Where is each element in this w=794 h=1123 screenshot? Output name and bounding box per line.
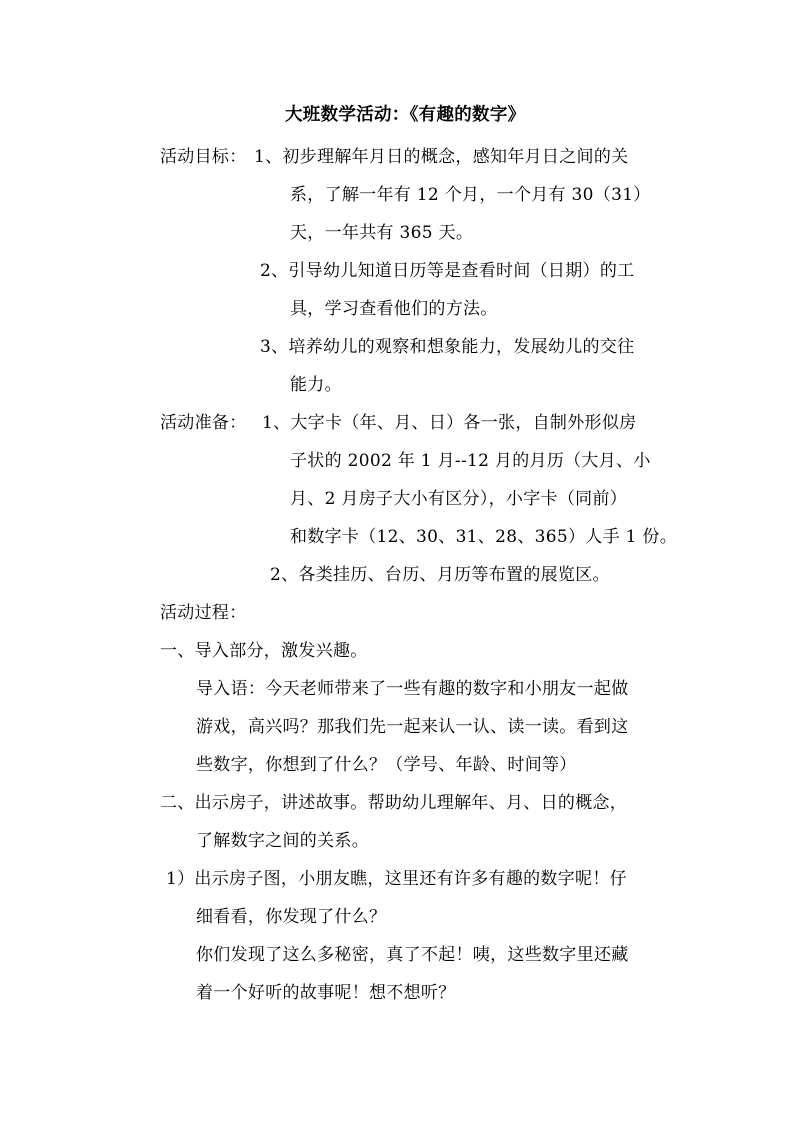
preparation-1-line-1: 1、大字卡（年、月、日）各一张，自制外形似房 <box>262 413 637 433</box>
step-1-line-2: 细看看，你发现了什么？ <box>196 907 387 927</box>
preparation-1-line-2: 子状的 2002 年 1 月--12 月的月历（大月、小 <box>290 451 651 471</box>
goal-1-line-1: 1、初步理解年月日的概念，感知年月日之间的关 <box>254 147 629 167</box>
goals-label: 活动目标： <box>160 147 247 167</box>
preparation-2: 2、各类挂历、台历、月历等布置的展览区。 <box>270 565 610 585</box>
section-1-body-line-2: 游戏，高兴吗？那我们先一起来认一认、读一读。看到这 <box>196 717 629 737</box>
step-1-followup-line-1: 你们发现了这么多秘密，真了不起！咦，这些数字里还藏 <box>196 945 629 965</box>
section-1-body-line-1: 导入语：今天老师带来了一些有趣的数字和小朋友一起做 <box>196 679 629 699</box>
section-1-body-line-3: 些数字，你想到了什么？（学号、年龄、时间等） <box>196 755 577 775</box>
goal-1-line-2: 系，了解一年有 12 个月，一个月有 30（31） <box>290 185 651 205</box>
section-1-heading: 一、导入部分，激发兴趣。 <box>160 641 368 661</box>
process-label: 活动过程： <box>160 603 247 623</box>
section-2-heading-line-1: 二、出示房子，讲述故事。帮助幼儿理解年、月、日的概念， <box>160 793 628 813</box>
preparation-1-line-3: 月、2 月房子大小有区分），小字卡（同前） <box>290 489 628 509</box>
goal-1-line-3: 天，一年共有 365 天。 <box>290 223 474 243</box>
step-1-line-1: 1）出示房子图，小朋友瞧，这里还有许多有趣的数字呢！仔 <box>166 869 627 889</box>
goal-2-line-2: 具，学习查看他们的方法。 <box>290 299 498 319</box>
document-title: 大班数学活动：《有趣的数字》 <box>285 105 526 125</box>
step-1-followup-line-2: 着一个好听的故事呢！想不想听？ <box>196 983 456 1003</box>
goal-3-line-1: 3、培养幼儿的观察和想象能力，发展幼儿的交往 <box>260 337 635 357</box>
section-2-heading-line-2: 了解数字之间的关系。 <box>196 831 369 851</box>
preparation-label: 活动准备： <box>160 413 247 433</box>
goal-2-line-1: 2、引导幼儿知道日历等是查看时间（日期）的工 <box>260 261 635 281</box>
goal-3-line-2: 能力。 <box>290 375 342 395</box>
preparation-1-line-4: 和数字卡（12、30、31、28、365）人手 1 份。 <box>290 527 677 547</box>
